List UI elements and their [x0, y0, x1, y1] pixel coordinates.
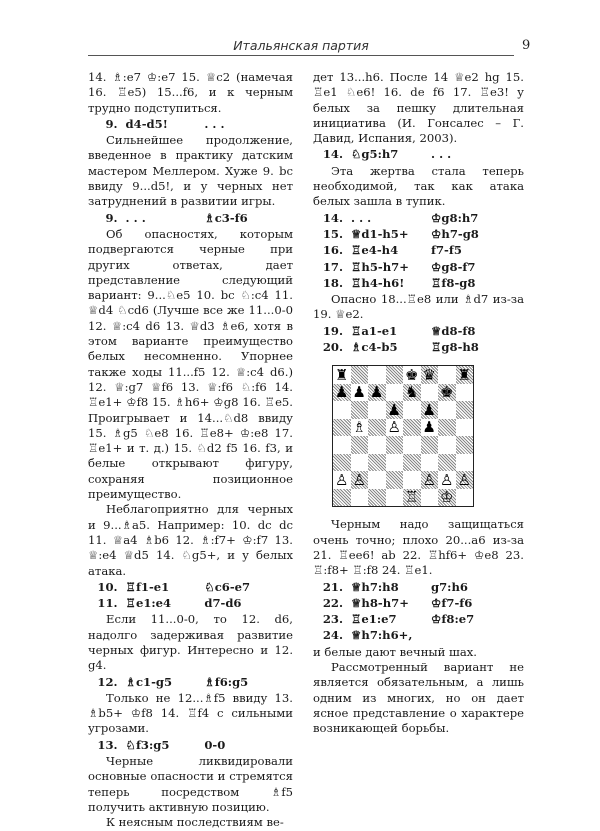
- move-number: 22.: [322, 595, 343, 610]
- move-line: [313, 211, 524, 226]
- board-square: [438, 384, 456, 402]
- board-square: [386, 401, 404, 419]
- white-move: . . .: [351, 210, 372, 225]
- board-square: [403, 366, 421, 384]
- board-square: [386, 366, 404, 384]
- white-move: ♖h4-h6!: [351, 275, 405, 290]
- chess-board: [333, 366, 473, 506]
- board-square: [421, 384, 439, 402]
- white-move: ♖e4-h4: [351, 243, 399, 258]
- move-number: 23.: [322, 612, 343, 627]
- board-square: [421, 489, 439, 507]
- move-number: 21.: [322, 579, 343, 594]
- board-square: [351, 401, 369, 419]
- board-square: [351, 454, 369, 472]
- white-move: ♖e1:e7: [351, 612, 397, 627]
- chess-piece: ♙: [457, 470, 471, 489]
- board-square: [403, 436, 421, 454]
- move-line: [88, 738, 293, 753]
- paragraph: Сильнейшее продолжение, введенное в практику датским мастером Меллером. Хуже 9. bc ввиду 9...d5!, и у черных нет затруднений в развитии игры.: [88, 133, 293, 209]
- chess-piece: ♙: [440, 470, 454, 489]
- board-square: [456, 471, 474, 489]
- move-number: 14.: [322, 147, 343, 162]
- board-square: [351, 366, 369, 384]
- chess-piece: ♛: [422, 365, 436, 384]
- black-move: . . .: [431, 147, 452, 162]
- board-square: [368, 471, 386, 489]
- board-square: [421, 401, 439, 419]
- white-move: . . .: [125, 210, 146, 225]
- black-move: . . .: [204, 116, 225, 131]
- chess-piece: ♚: [405, 365, 419, 384]
- board-square: [456, 454, 474, 472]
- move-line: [313, 596, 524, 611]
- move-number: 15.: [322, 226, 343, 241]
- paragraph: Об опасностях, которым подвергаются черные при других ответах, дает представление следующий вариант: 9...♘e5 10. bc ♘:c4 11. ♕d4 ♘cd6 (Лучше все же 11...0-0 12. ♕:c4 d6 13. ♕d3 ♗e6, хотя в этом варианте преимущество белых несомненно. Упорнее также ходы 11...f5 12. ♕:c4 d6.) 12. ♕:g7 ♕f6 13. ♕:f6 ♘:f6 14. ♖e1+ ♔f8 15. ♗h6+ ♔g8 16. ♖e5. Проигрывает и 14...♘d8 ввиду 15. ♗g5 ♘e8 16. ♖e8+ ♔:e8 17. ♖e1+ и т. д.) 15. ♘d2 f5 16. f3, и белые открывают фигуру, сохраняя позиционное преимущество.: [88, 226, 293, 502]
- board-square: [333, 471, 351, 489]
- board-square: [438, 366, 456, 384]
- paragraph: Опасно 18...♖e8 или ♗d7 из-за 19. ♕e2.: [313, 292, 524, 322]
- black-move: f7-f5: [431, 243, 462, 258]
- chess-diagram: [332, 365, 474, 507]
- move-number: 20.: [322, 340, 343, 355]
- black-move: ♘c6-e7: [204, 579, 251, 594]
- chess-piece: ♜: [335, 365, 349, 384]
- board-square: [368, 401, 386, 419]
- board-square: [456, 366, 474, 384]
- board-square: [403, 419, 421, 437]
- white-move: ♖e1:e4: [125, 596, 172, 611]
- paragraph: Черным надо защищаться очень точно; плохо 20...a6 из-за 21. ♖ee6! ab 22. ♖hf6+ ♔e8 23. ♖:f8+ ♖:f8 24. ♖e1.: [313, 517, 524, 578]
- board-square: [438, 471, 456, 489]
- move-number: 9.: [105, 210, 118, 225]
- black-move: ♔g8-f7: [431, 259, 476, 274]
- move-number: 18.: [322, 275, 343, 290]
- left-column: [88, 70, 293, 831]
- page-number: 9: [522, 38, 531, 53]
- chess-piece: ♙: [422, 470, 436, 489]
- board-square: [351, 436, 369, 454]
- white-move: d4-d5!: [125, 116, 168, 131]
- board-square: [333, 401, 351, 419]
- board-square: [386, 489, 404, 507]
- board-square: [421, 471, 439, 489]
- move-line: [88, 211, 293, 226]
- white-move: ♖h5-h7+: [351, 259, 409, 274]
- board-square: [368, 436, 386, 454]
- move-line: [313, 628, 524, 643]
- move-line: [88, 596, 293, 611]
- move-number: 9.: [105, 116, 118, 131]
- move-line: [313, 340, 524, 355]
- chess-piece: ♟: [422, 400, 436, 419]
- move-number: 10.: [97, 579, 118, 594]
- chess-piece: ♞: [405, 383, 419, 402]
- paragraph: Эта жертва стала теперь необходимой, так как атака белых зашла в тупик.: [313, 163, 524, 209]
- paragraph: Если 11...0-0, то 12. d6, надолго задерживая развитие черных фигур. Интересно и 12. g4.: [88, 612, 293, 673]
- paragraph: К неясным последствиям ве-: [106, 815, 284, 830]
- board-square: [333, 366, 351, 384]
- board-square: [333, 419, 351, 437]
- move-line: [313, 324, 524, 339]
- chess-piece: ♟: [370, 383, 384, 402]
- black-move: ♗c3-f6: [204, 210, 248, 225]
- board-square: [386, 436, 404, 454]
- white-move: ♗c1-g5: [125, 674, 173, 689]
- white-move: ♘g5:h7: [351, 147, 399, 162]
- board-square: [421, 454, 439, 472]
- board-square: [456, 419, 474, 437]
- chess-piece: ♜: [457, 365, 471, 384]
- black-move: d7-d6: [204, 596, 242, 611]
- move-line: [313, 227, 524, 242]
- move-line: [313, 243, 524, 258]
- chess-piece: ♖: [405, 488, 419, 507]
- black-move: ♖g8-h8: [431, 340, 479, 355]
- chess-piece: ♙: [352, 470, 366, 489]
- chess-piece: ♟: [352, 383, 366, 402]
- move-number: 12.: [97, 674, 118, 689]
- move-number: 19.: [322, 323, 343, 338]
- move-line: [88, 580, 293, 595]
- black-move: 0-0: [204, 737, 226, 752]
- black-move: ♔g8:h7: [431, 210, 479, 225]
- board-square: [368, 489, 386, 507]
- board-square: [386, 419, 404, 437]
- board-square: [403, 471, 421, 489]
- white-move: ♕h7:h8: [351, 579, 399, 594]
- board-square: [333, 489, 351, 507]
- board-square: [438, 401, 456, 419]
- move-line: [313, 260, 524, 275]
- board-square: [456, 436, 474, 454]
- white-move: ♖f1-e1: [125, 579, 170, 594]
- board-square: [368, 454, 386, 472]
- move-line: [313, 612, 524, 627]
- board-square: [403, 454, 421, 472]
- move-number: 16.: [322, 243, 343, 258]
- board-square: [333, 454, 351, 472]
- board-square: [368, 419, 386, 437]
- paragraph: и белые дают вечный шах.: [313, 644, 477, 659]
- chess-piece: ♙: [387, 418, 401, 437]
- black-move: ♔f8:e7: [431, 612, 475, 627]
- white-move: ♘f3:g5: [125, 737, 170, 752]
- move-line: [313, 580, 524, 595]
- board-square: [438, 436, 456, 454]
- white-move: ♖a1-e1: [351, 323, 398, 338]
- board-square: [386, 454, 404, 472]
- black-move: ♔f7-f6: [431, 595, 473, 610]
- board-square: [421, 436, 439, 454]
- white-move: ♕d1-h5+: [351, 226, 409, 241]
- paragraph: Рассмотренный вариант не является обязательным, а лишь одним из многих, но он дает ясное представление о характере возникающей борьбы.: [313, 660, 524, 736]
- board-square: [421, 366, 439, 384]
- move-number: 11.: [97, 596, 118, 611]
- board-square: [333, 384, 351, 402]
- paragraph: Только не 12...♗f5 ввиду 13. ♗b5+ ♔f8 14. ♖f4 с сильными угрозами.: [88, 690, 293, 736]
- chess-piece: ♟: [387, 400, 401, 419]
- board-square: [456, 384, 474, 402]
- chess-piece: ♟: [335, 383, 349, 402]
- header-title: Итальянская партия: [233, 38, 369, 53]
- white-move: ♕h7:h6+,: [351, 628, 413, 643]
- board-square: [351, 419, 369, 437]
- move-line: [88, 117, 293, 132]
- move-number: 17.: [322, 259, 343, 274]
- board-square: [403, 489, 421, 507]
- black-move: [431, 628, 521, 643]
- chess-piece: ♔: [440, 488, 454, 507]
- chess-piece: ♚: [440, 383, 454, 402]
- board-square: [386, 471, 404, 489]
- move-line: [313, 147, 524, 162]
- chess-piece: ♙: [335, 470, 349, 489]
- chess-piece: ♗: [352, 418, 366, 437]
- board-square: [386, 384, 404, 402]
- board-square: [351, 384, 369, 402]
- black-move: ♗f6:g5: [204, 674, 249, 689]
- paragraph: Неблагоприятно для черных и 9...♗a5. Например: 10. dc dc 11. ♕a4 ♗b6 12. ♗:f7+ ♔:f7 13. ♕:e4 ♕d5 14. ♘g5+, и у белых атака.: [88, 502, 293, 578]
- running-header: [88, 38, 514, 58]
- move-number: 24.: [322, 628, 343, 643]
- black-move: ♔h7-g8: [431, 226, 479, 241]
- board-square: [368, 384, 386, 402]
- chess-piece: ♟: [422, 418, 436, 437]
- board-square: [438, 454, 456, 472]
- right-column: [313, 70, 524, 737]
- board-square: [421, 419, 439, 437]
- move-number: 14.: [322, 210, 343, 225]
- white-move: ♗c4-b5: [351, 340, 398, 355]
- board-square: [351, 489, 369, 507]
- move-line: [88, 675, 293, 690]
- paragraph: 14. ♗:e7 ♔:e7 15. ♕c2 (намечая 16. ♖e5) 15...f6, и к черным трудно подступиться.: [88, 70, 293, 115]
- move-line: [313, 276, 524, 291]
- board-square: [438, 419, 456, 437]
- board-square: [403, 384, 421, 402]
- black-move: ♖f8-g8: [431, 275, 476, 290]
- board-square: [438, 489, 456, 507]
- paragraph: дет 13...h6. После 14 ♕e2 hg 15. ♖e1 ♘e6! 16. de f6 17. ♖e3! у белых за пешку длительная инициатива (И. Гонсалес – Г. Давид, Испания, 2003).: [313, 70, 524, 146]
- board-square: [333, 436, 351, 454]
- board-square: [368, 366, 386, 384]
- paragraph: Черные ликвидировали основные опасности и стремятся теперь посредством ♗f5 получить активную позицию.: [88, 754, 293, 814]
- white-move: ♕h8-h7+: [351, 595, 409, 610]
- move-number: 13.: [97, 737, 118, 752]
- board-square: [456, 489, 474, 507]
- black-move: ♕d8-f8: [431, 323, 476, 338]
- board-square: [456, 401, 474, 419]
- black-move: g7:h6: [431, 579, 468, 594]
- board-square: [403, 401, 421, 419]
- board-square: [351, 471, 369, 489]
- header-rule: [88, 55, 514, 56]
